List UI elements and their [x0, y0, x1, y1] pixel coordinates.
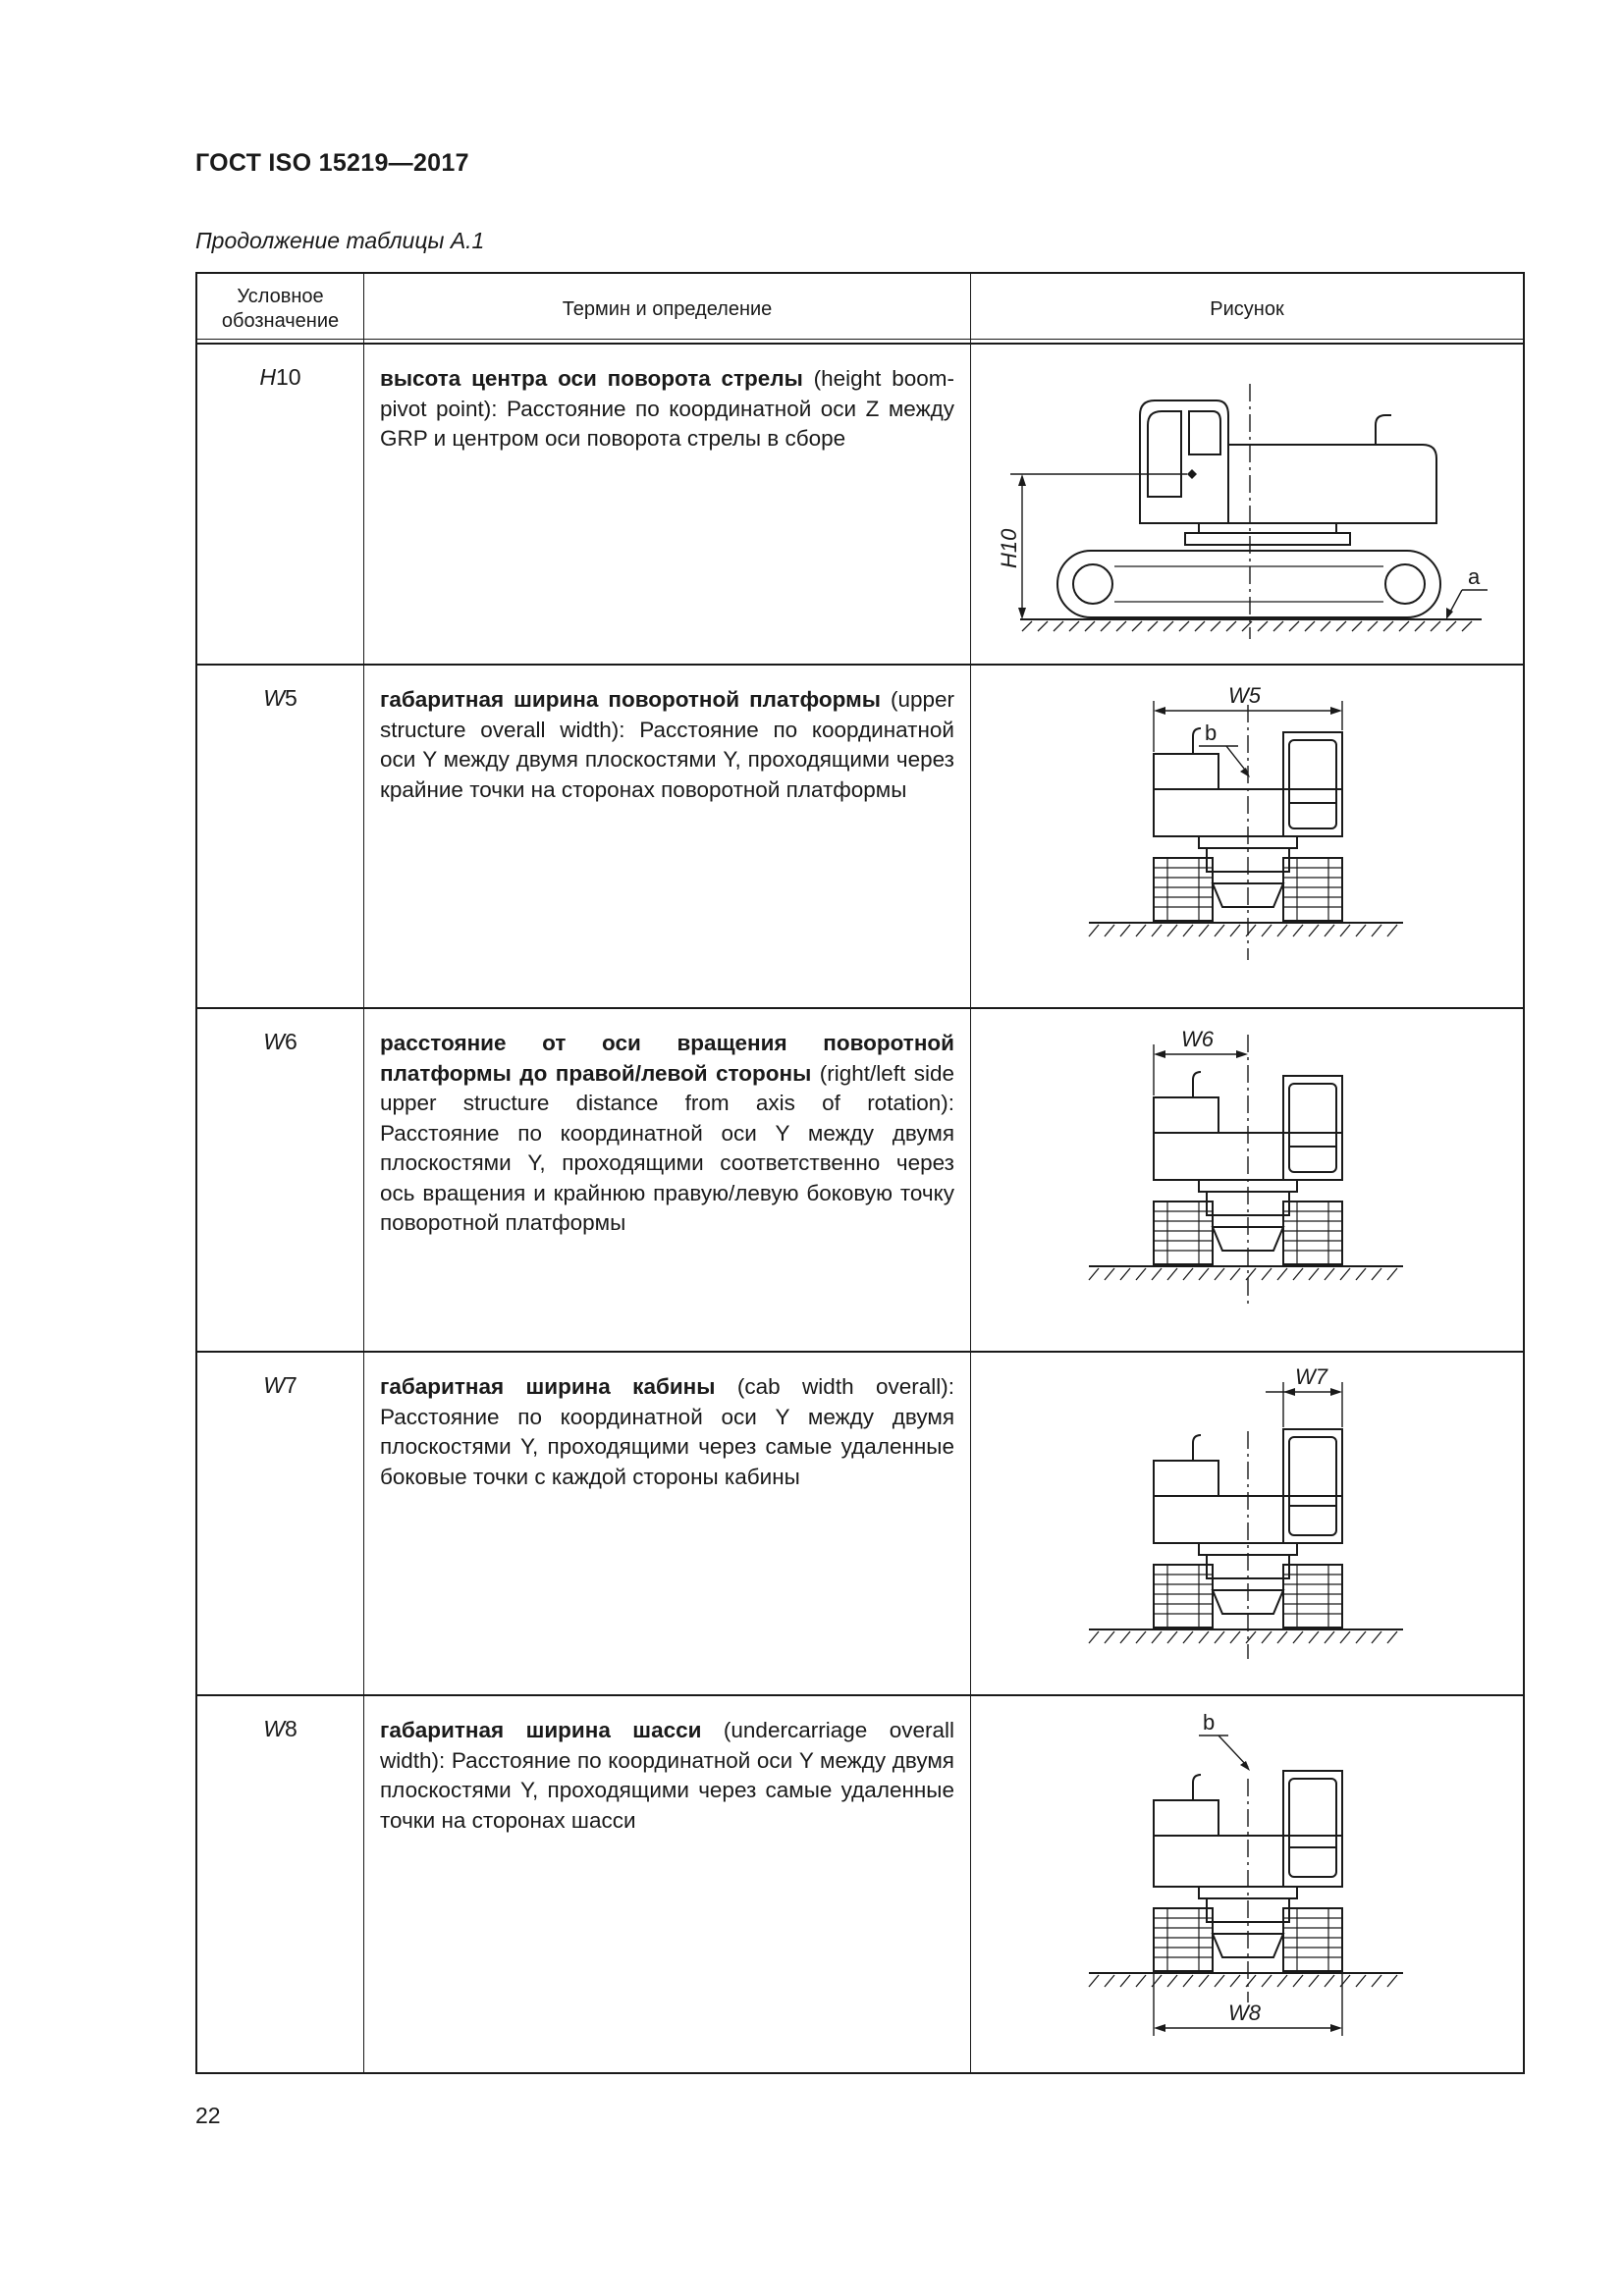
- row-figure: [970, 1696, 1523, 2073]
- table-caption: Продолжение таблицы А.1: [195, 228, 485, 253]
- row-symbol: H10: [259, 364, 301, 390]
- excavator-side-view-drawing: [971, 345, 1524, 664]
- row-definition: высота центра оси поворота стрелы (height boom-pivot point): Расстояние по координатной оси Z между GRP и центром оси поворота стрелы в сборе: [363, 345, 970, 664]
- row-term: габаритная ширина кабины: [380, 1374, 716, 1399]
- table-row: [197, 664, 1523, 1007]
- row-symbol: W5: [263, 685, 298, 711]
- page-number: 22: [195, 2103, 221, 2128]
- excavator-front-view-drawing: [971, 1353, 1524, 1696]
- row-figure: [970, 666, 1523, 1007]
- row-definition: габаритная ширина кабины (cab width overall): Расстояние по координатной оси Y между двумя плоскостями Y, проходящими через самые удаленные боковые точки с каждой стороны кабины: [363, 1353, 970, 1694]
- row-symbol: W8: [263, 1716, 298, 1741]
- table-row: [197, 1694, 1523, 2073]
- row-term: габаритная ширина шасси: [380, 1718, 702, 1742]
- column-header-term: Термин и определение: [363, 274, 970, 345]
- column-header-symbol: Условное обозначение: [221, 286, 340, 332]
- row-term: габаритная ширина поворотной платформы: [380, 687, 881, 712]
- figure-note-b: b: [1205, 721, 1218, 745]
- dimension-label-w8: W8: [1228, 2001, 1261, 2025]
- standard-header: ГОСТ ISO 15219—2017: [195, 149, 469, 177]
- excavator-front-view-drawing: [971, 1009, 1524, 1353]
- table-row: [197, 1007, 1523, 1351]
- figure-note-b: b: [1203, 1710, 1216, 1735]
- table-header-row: [197, 274, 1523, 345]
- row-figure: [970, 1009, 1523, 1351]
- excavator-front-view-drawing: [971, 666, 1524, 1009]
- row-symbol: W7: [263, 1372, 298, 1398]
- dimension-label-h10: H10: [997, 528, 1021, 568]
- figure-note-a: a: [1468, 564, 1481, 589]
- definitions-table: [195, 272, 1525, 2074]
- column-header-figure: Рисунок: [970, 274, 1523, 345]
- dimension-label-w6: W6: [1181, 1027, 1214, 1051]
- row-term: расстояние от оси вращения поворотной платформы до правой/левой стороны: [380, 1031, 954, 1086]
- row-definition: габаритная ширина поворотной платформы (upper structure overall width): Расстояние по координатной оси Y между двумя плоскостями Y, проходящими через крайние точки на сторонах поворотной платформы: [363, 666, 970, 1007]
- table-row: [197, 345, 1523, 664]
- dimension-label-w5: W5: [1228, 683, 1261, 708]
- row-figure: [970, 1353, 1523, 1694]
- dimension-label-w7: W7: [1295, 1364, 1327, 1389]
- row-definition: габаритная ширина шасси (undercarriage overall width): Расстояние по координатной оси Y между двумя плоскостями Y, проходящими через самые удаленные точки на сторонах шасси: [363, 1696, 970, 2073]
- excavator-front-view-drawing: [971, 1696, 1524, 2075]
- row-term: высота центра оси поворота стрелы: [380, 366, 803, 391]
- row-symbol: W6: [263, 1029, 298, 1054]
- table-row: [197, 1351, 1523, 1694]
- row-definition: расстояние от оси вращения поворотной платформы до правой/левой стороны (right/left side upper structure distance from axis of rotation): Расстояние по координатной оси Y между двумя плоскостями Y, проходящими соответственно через ось вращения и крайнюю правую/левую боковую точку поворотной платформы: [363, 1009, 970, 1351]
- row-figure: [970, 345, 1523, 664]
